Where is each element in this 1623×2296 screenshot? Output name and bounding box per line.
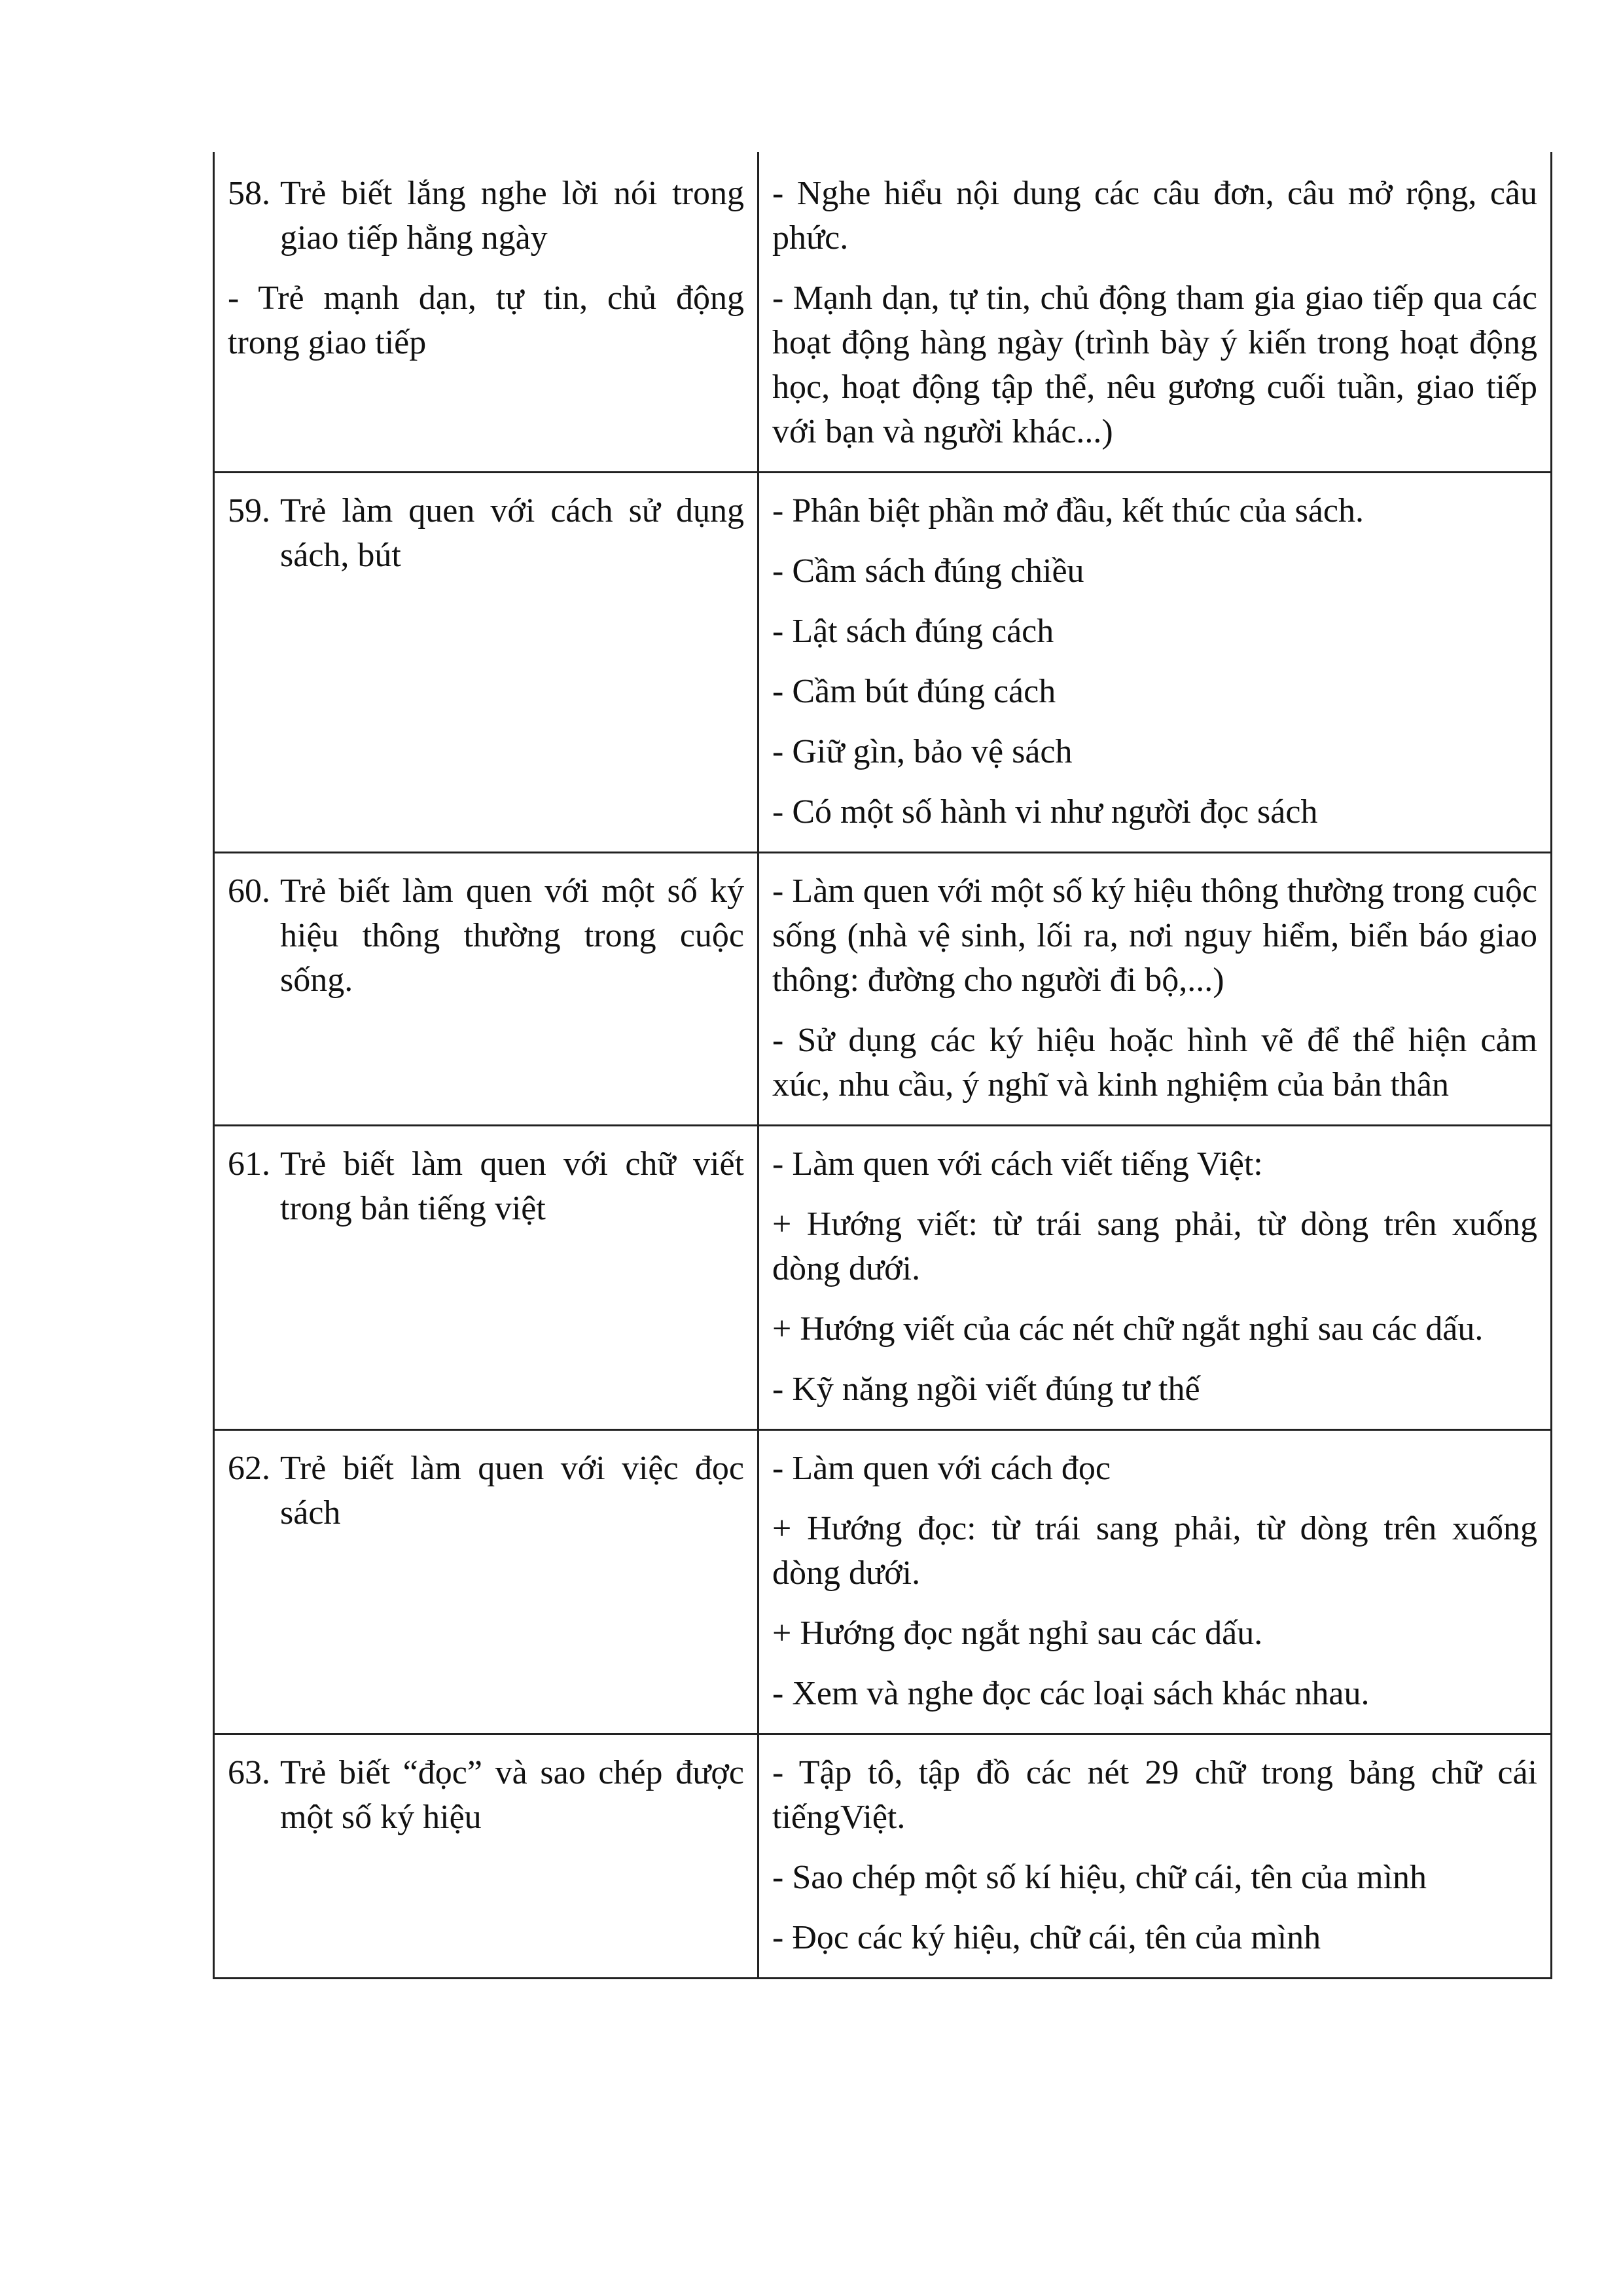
objective-number: 61. [228, 1145, 270, 1183]
objective-cell [214, 1126, 758, 1430]
objective-cell [214, 473, 758, 853]
objective-text: Trẻ biết lắng nghe lời nói trong giao tiếp hằng ngày [280, 175, 744, 257]
content-line: - Làm quen với cách đọc [772, 1450, 1111, 1487]
content-cell [758, 152, 1552, 473]
content-cell [758, 1126, 1552, 1430]
objective-cell [214, 853, 758, 1126]
objective-number: 58. [228, 175, 270, 212]
table-row [214, 473, 1552, 853]
objective-item [228, 1142, 744, 1231]
table-row [214, 152, 1552, 473]
table-row [214, 1126, 1552, 1430]
objective-number: 59. [228, 492, 270, 529]
objective-item [228, 171, 744, 260]
content-cell [758, 1734, 1552, 1979]
objective-cell [214, 152, 758, 473]
content-line: - Cầm sách đúng chiều [772, 552, 1084, 590]
content-line: - Làm quen với một số ký hiệu thông thường trong cuộc sống (nhà vệ sinh, lối ra, nơi nguy hiểm, biển báo giao thông: đường cho người đi bộ,...) [772, 872, 1537, 999]
content-line: + Hướng viết của các nét chữ ngắt nghỉ sau các dấu. [772, 1310, 1484, 1348]
table-row [214, 853, 1552, 1126]
content-line: - Mạnh dạn, tự tin, chủ động tham gia giao tiếp qua các hoạt động hàng ngày (trình bày ý kiến trong hoạt động học, hoạt động tập thể, nêu gương cuối tuần, giao tiếp với bạn và người khác...) [772, 279, 1537, 450]
content-line: - Sử dụng các ký hiệu hoặc hình vẽ để thể hiện cảm xúc, nhu cầu, ý nghĩ và kinh nghiệm của bản thân [772, 1022, 1537, 1103]
content-line: - Phân biệt phần mở đầu, kết thúc của sách. [772, 492, 1364, 529]
objective-extra-text: - Trẻ mạnh dạn, tự tin, chủ động trong giao tiếp [228, 279, 744, 361]
objective-item [228, 869, 744, 1003]
content-line: + Hướng đọc: từ trái sang phải, từ dòng trên xuống dòng dưới. [772, 1510, 1537, 1592]
objective-cell [214, 1430, 758, 1734]
content-line: - Nghe hiểu nội dung các câu đơn, câu mở rộng, câu phức. [772, 175, 1537, 257]
content-line: - Đọc các ký hiệu, chữ cái, tên của mình [772, 1919, 1321, 1956]
content-line: - Kỹ năng ngồi viết đúng tư thế [772, 1371, 1200, 1408]
table-row [214, 1734, 1552, 1979]
objective-number: 62. [228, 1450, 270, 1487]
content-cell [758, 853, 1552, 1126]
content-line: + Hướng viết: từ trái sang phải, từ dòng trên xuống dòng dưới. [772, 1206, 1537, 1287]
objective-text: Trẻ làm quen với cách sử dụng sách, bút [280, 492, 744, 574]
content-cell [758, 1430, 1552, 1734]
content-line: + Hướng đọc ngắt nghỉ sau các dấu. [772, 1615, 1263, 1652]
objective-item [228, 489, 744, 578]
objective-item [228, 1751, 744, 1840]
content-cell [758, 473, 1552, 853]
content-line: - Cầm bút đúng cách [772, 673, 1056, 710]
table-row [214, 1430, 1552, 1734]
objective-item [228, 1446, 744, 1535]
objective-cell [214, 1734, 758, 1979]
content-line: - Làm quen với cách viết tiếng Việt: [772, 1145, 1263, 1183]
content-line: - Giữ gìn, bảo vệ sách [772, 733, 1073, 770]
objective-text: Trẻ biết làm quen với chữ viết trong bản tiếng việt [280, 1145, 744, 1227]
objectives-content-table [213, 152, 1552, 1979]
content-line: - Có một số hành vi như người đọc sách [772, 793, 1318, 831]
objective-number: 60. [228, 872, 270, 910]
objective-text: Trẻ biết làm quen với một số ký hiệu thông thường trong cuộc sống. [280, 872, 744, 999]
objective-text: Trẻ biết “đọc” và sao chép được một số ký hiệu [280, 1754, 744, 1836]
content-line: - Xem và nghe đọc các loại sách khác nhau. [772, 1675, 1370, 1712]
content-line: - Lật sách đúng cách [772, 613, 1054, 650]
objective-text: Trẻ biết làm quen với việc đọc sách [280, 1450, 744, 1532]
objective-number: 63. [228, 1754, 270, 1791]
content-line: - Tập tô, tập đồ các nét 29 chữ trong bảng chữ cái tiếngViệt. [772, 1754, 1537, 1836]
content-line: - Sao chép một số kí hiệu, chữ cái, tên của mình [772, 1859, 1427, 1896]
